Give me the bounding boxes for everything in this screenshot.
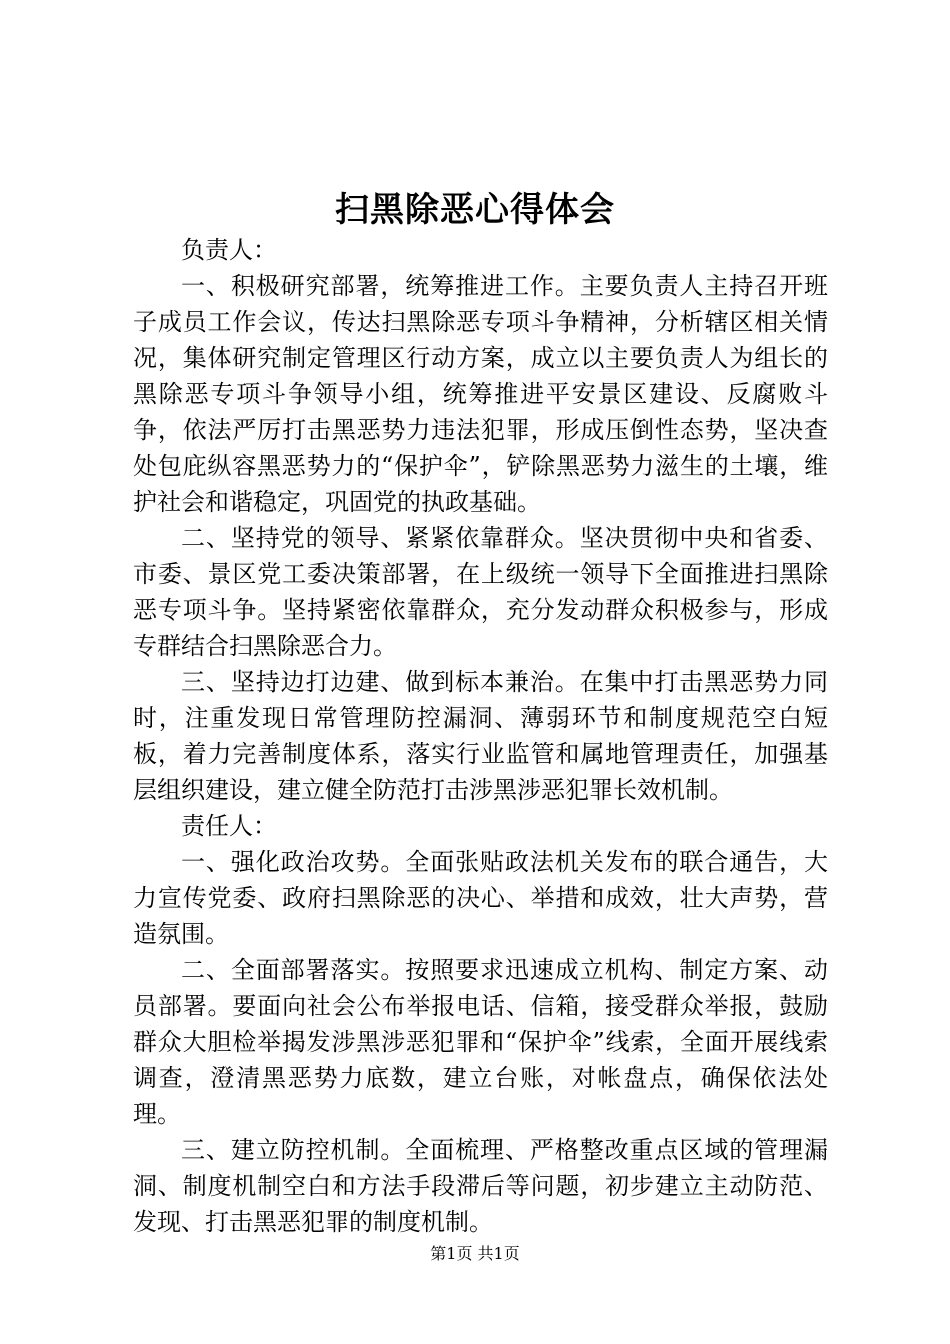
paragraph: 三、坚持边打边建、做到标本兼治。在集中打击黑恶势力同时，注重发现日常管理防控漏洞、薄弱环节和制度规范空白短板，着力完善制度体系，落实行业监管和属地管理责任，加强基层组织建设，建立健全防范打击涉黑涉恶犯罪长效机制。 (133, 668, 828, 804)
paragraph: 二、全面部署落实。按照要求迅速成立机构、制定方案、动员部署。要面向社会公布举报电话、信箱，接受群众举报，鼓励群众大胆检举揭发涉黑涉恶犯罪和“保护伞”线索，全面开展线索调查，澄清黑恶势力底数，建立台账，对帐盘点，确保依法处理。 (133, 956, 828, 1128)
paragraph: 三、建立防控机制。全面梳理、严格整改重点区域的管理漏洞、制度机制空白和方法手段滞后等问题，初步建立主动防范、发现、打击黑恶犯罪的制度机制。 (133, 1136, 828, 1236)
paragraph-accountable-person-heading: 责任人： (181, 812, 277, 840)
document-body (133, 232, 828, 1240)
paragraph: 一、积极研究部署，统筹推进工作。主要负责人主持召开班子成员工作会议，传达扫黑除恶专项斗争精神，分析辖区相关情况，集体研究制定管理区行动方案，成立以主要负责人为组长的黑除恶专项斗争领导小组，统筹推进平安景区建设、反腐败斗争，依法严厉打击黑恶势力违法犯罪，形成压倒性态势，坚决查处包庇纵容黑恶势力的“保护伞”，铲除黑恶势力滋生的土壤，维护社会和谐稳定，巩固党的执政基础。 (133, 272, 828, 516)
paragraph: 一、强化政治攻势。全面张贴政法机关发布的联合通告，大力宣传党委、政府扫黑除恶的决心、举措和成效，壮大声势，营造氛围。 (133, 848, 828, 948)
paragraph: 二、坚持党的领导、紧紧依靠群众。坚决贯彻中央和省委、市委、景区党工委决策部署，在上级统一领导下全面推进扫黑除恶专项斗争。坚持紧密依靠群众，充分发动群众积极参与，形成专群结合扫黑除恶合力。 (133, 524, 828, 660)
paragraph-responsible-person-heading: 负责人： (181, 236, 277, 264)
document-title: 扫黑除恶心得体会 (335, 190, 615, 230)
page-footer: 第1页 共1页 (430, 1244, 520, 1263)
